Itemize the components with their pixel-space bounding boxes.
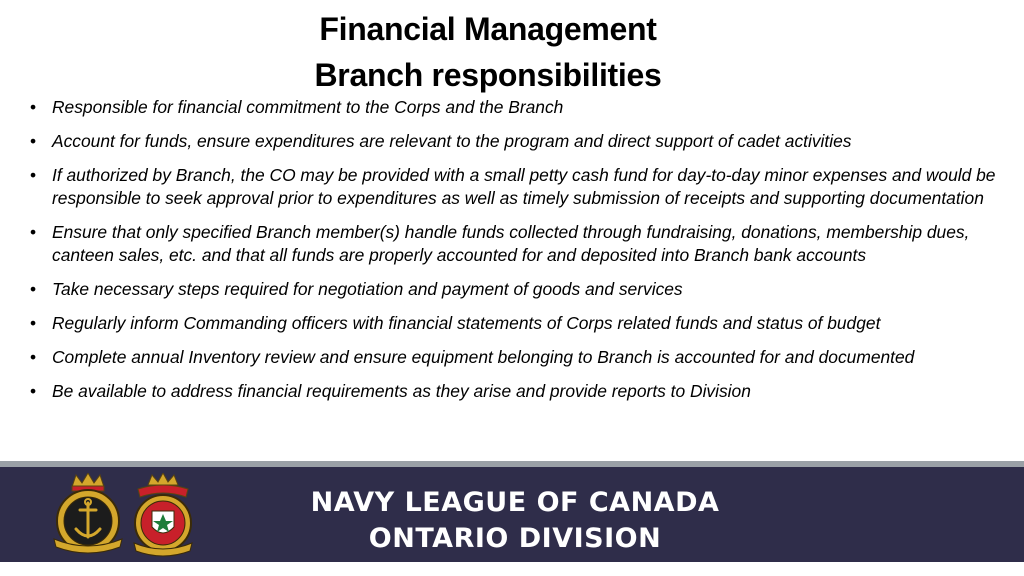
ontario-division-crest-icon: [128, 473, 198, 557]
slide-title: [0, 6, 976, 98]
org-line-1: NAVY LEAGUE OF CANADA: [310, 487, 720, 518]
bullet-item: • Take necessary steps required for negotiation and payment of goods and services: [30, 278, 1020, 301]
bullet-item: • If authorized by Branch, the CO may be provided with a small petty cash fund for day-to-day minor expenses and would be responsible to seek approval prior to expenditures as well as timely submission of receipts and supporting documentation: [30, 164, 1020, 210]
bullet-item: • Complete annual Inventory review and ensure equipment belonging to Branch is accounted for and documented: [30, 346, 1020, 369]
bullet-item: • Be available to address financial requirements as they arise and provide reports to Division: [30, 380, 1020, 403]
bullet-item: • Ensure that only specified Branch member(s) handle funds collected through fundraising, donations, membership dues, canteen sales, etc. and that all funds are properly accounted for and deposited into Branch bank accounts: [30, 221, 1020, 267]
bullet-item: • Responsible for financial commitment to the Corps and the Branch: [30, 96, 1020, 119]
footer-bottom-margin: [0, 562, 1024, 576]
org-line-2: ONTARIO DIVISION: [368, 523, 662, 554]
bullet-item: • Regularly inform Commanding officers with financial statements of Corps related funds and status of budget: [30, 312, 1020, 335]
navy-league-crest-icon: [50, 473, 126, 557]
title-line-2: Branch responsibilities: [314, 57, 662, 93]
bullet-list: [30, 96, 1020, 414]
footer-band: [0, 467, 1024, 562]
title-line-1: Financial Management: [319, 11, 657, 47]
organization-name: [300, 485, 730, 557]
bullet-item: • Account for funds, ensure expenditures are relevant to the program and direct support of cadet activities: [30, 130, 1020, 153]
